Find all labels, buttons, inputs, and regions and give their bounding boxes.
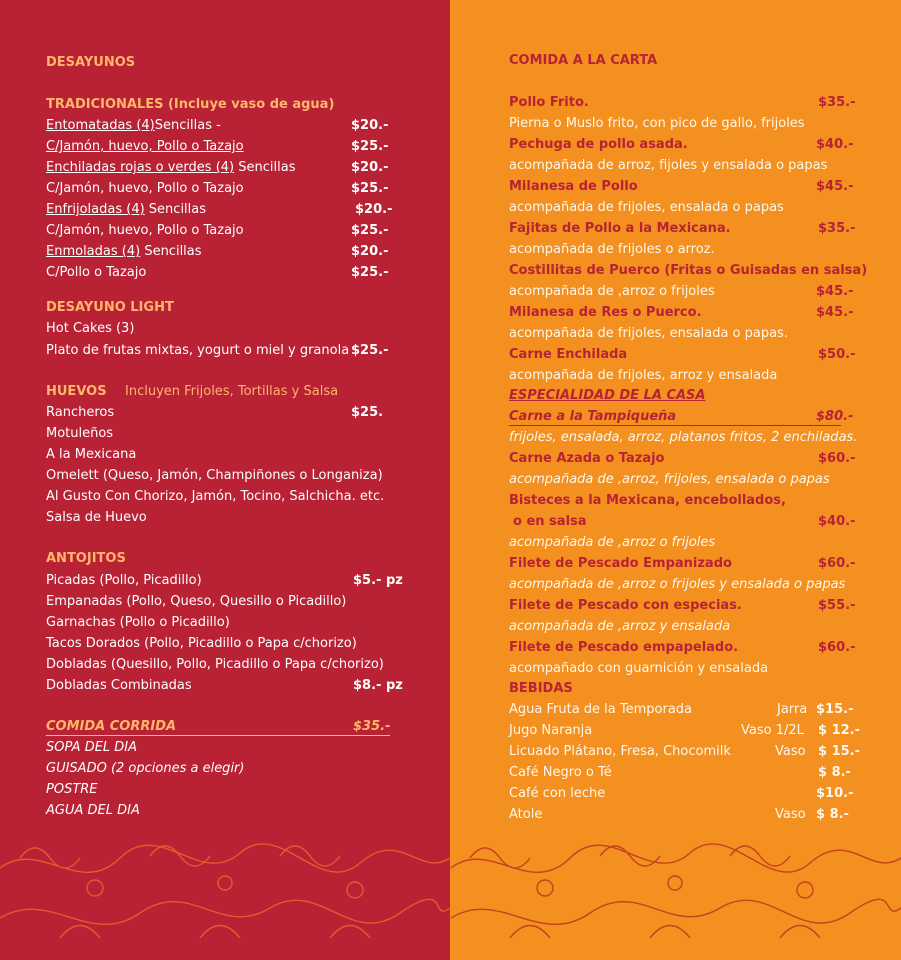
- menu-item-name: Carne a la Tampiqueña: [509, 409, 677, 424]
- menu-item-desc: acompañada de ,arroz o frijoles: [509, 284, 715, 299]
- drink-size: Jarra: [777, 702, 808, 717]
- menu-item-desc: acompañada de frijoles, arroz y ensalada: [509, 368, 778, 383]
- menu-item: Salsa de Huevo: [46, 510, 147, 525]
- huevos-note: Incluyen Frijoles, Tortillas y Salsa: [125, 384, 339, 399]
- menu-item-name: Filete de Pescado con especias.: [509, 598, 742, 613]
- menu-price: $5.- pz: [353, 573, 403, 588]
- menu-price: $25.-: [351, 139, 389, 154]
- menu-price: $20.-: [351, 160, 389, 175]
- drink-price: $15.-: [816, 702, 854, 717]
- menu-item: Rancheros: [46, 405, 115, 420]
- menu-item: Al Gusto Con Chorizo, Jamón, Tocino, Salchicha. etc.: [46, 489, 385, 504]
- menu-price: $25.-: [351, 223, 389, 238]
- menu-price: $60.-: [818, 556, 856, 571]
- menu-price: $35.-: [818, 221, 856, 236]
- drink-price: $ 12.-: [818, 723, 860, 738]
- drink-price: $ 8.-: [816, 807, 849, 822]
- menu-price: $45.-: [816, 179, 854, 194]
- drink-item: Atole: [509, 807, 543, 822]
- section-tradicionales: TRADICIONALES (Incluye vaso de agua): [46, 97, 335, 112]
- ornamental-border: [0, 828, 901, 960]
- drink-item: Agua Fruta de la Temporada: [509, 702, 693, 717]
- menu-item: Picadas (Pollo, Picadillo): [46, 573, 202, 588]
- menu-item: A la Mexicana: [46, 447, 137, 462]
- section-comida-corrida: COMIDA CORRIDA: [46, 719, 177, 734]
- menu-item: Plato de frutas mixtas, yogurt o miel y granola: [46, 343, 350, 358]
- drink-price: $ 8.-: [818, 765, 851, 780]
- menu-item: AGUA DEL DIA: [46, 803, 140, 818]
- section-desayunos: DESAYUNOS: [46, 55, 136, 70]
- menu-item: Dobladas Combinadas: [46, 678, 192, 693]
- drink-item: Café Negro o Té: [509, 765, 612, 780]
- menu-price: $40.-: [816, 137, 854, 152]
- menu-price: $60.-: [818, 640, 856, 655]
- menu-item-desc: acompañada de ,arroz o frijoles: [509, 535, 716, 550]
- menu-item-name: Carne Azada o Tazajo: [509, 451, 665, 466]
- drink-price: $10.-: [816, 786, 854, 801]
- menu-item-name: Milanesa de Res o Puerco.: [509, 305, 702, 320]
- menu-item-desc: acompañada de ,arroz o frijoles y ensalada o papas: [509, 577, 846, 592]
- menu-item: Entomatadas (4)Sencillas -: [46, 118, 221, 133]
- menu-price: $35.-: [818, 95, 856, 110]
- menu-item-desc: acompañada de frijoles, ensalada o papas: [509, 200, 784, 215]
- menu-item-desc: acompañada de ,arroz y ensalada: [509, 619, 731, 634]
- menu-item-desc: acompañada de frijoles o arroz.: [509, 242, 715, 257]
- menu-item: C/Jamón, huevo, Pollo o Tazajo: [46, 139, 244, 154]
- menu-item: Tacos Dorados (Pollo, Picadillo o Papa c/chorizo): [46, 636, 357, 651]
- menu-price: $20.-: [351, 118, 389, 133]
- menu-item: Enfrijoladas (4) Sencillas: [46, 202, 207, 217]
- section-huevos: HUEVOS: [46, 384, 107, 399]
- drink-item: Licuado Plátano, Fresa, Chocomilk: [509, 744, 731, 759]
- menu-item: GUISADO (2 opciones a elegir): [46, 761, 245, 776]
- menu-item: Enmoladas (4) Sencillas: [46, 244, 202, 259]
- menu-item-desc: acompañado con guarnición y ensalada: [509, 661, 769, 676]
- menu-item: Empanadas (Pollo, Queso, Quesillo o Picadillo): [46, 594, 347, 609]
- underline-divider: [46, 735, 390, 736]
- menu-item: Enchiladas rojas o verdes (4) Sencillas: [46, 160, 296, 175]
- menu-item-name: Filete de Pescado empapelado.: [509, 640, 739, 655]
- menu-item-desc: Pierna o Muslo frito, con pico de gallo, frijoles: [509, 116, 805, 131]
- section-comida-a-la-carta: COMIDA A LA CARTA: [509, 53, 658, 68]
- menu-price: $20.-: [355, 202, 393, 217]
- menu-price: $45.-: [816, 305, 854, 320]
- menu-price: $60.-: [818, 451, 856, 466]
- menu-item-name: Filete de Pescado Empanizado: [509, 556, 732, 571]
- left-panel: [0, 0, 450, 960]
- menu-item: SOPA DEL DIA: [46, 740, 138, 755]
- menu-item-desc: acompañada de ,arroz, frijoles, ensalada o papas: [509, 472, 830, 487]
- menu-price: $55.-: [818, 598, 856, 613]
- section-especialidad: ESPECIALIDAD DE LA CASA: [509, 388, 706, 403]
- menu-item: POSTRE: [46, 782, 98, 797]
- menu-price: $25.-: [351, 181, 389, 196]
- menu-item: C/Jamón, huevo, Pollo o Tazajo: [46, 223, 244, 238]
- menu-item-name: Milanesa de Pollo: [509, 179, 638, 194]
- menu-item-name: o en salsa: [513, 514, 587, 529]
- menu-item-name: Costillitas de Puerco (Fritas o Guisadas en salsa): [509, 263, 868, 278]
- menu-price: $8.- pz: [353, 678, 403, 693]
- menu-price: $50.-: [818, 347, 856, 362]
- menu-item: Garnachas (Pollo o Picadillo): [46, 615, 230, 630]
- menu-item-name: Fajitas de Pollo a la Mexicana.: [509, 221, 731, 236]
- drink-size: Vaso: [775, 744, 806, 759]
- menu-item-name: Pollo Frito.: [509, 95, 589, 110]
- drink-price: $ 15.-: [818, 744, 860, 759]
- menu-price: $20.-: [351, 244, 389, 259]
- menu-price: $80.-: [816, 409, 854, 424]
- menu-item: Hot Cakes (3): [46, 321, 135, 336]
- section-antojitos: ANTOJITOS: [46, 551, 126, 566]
- menu-item-desc: acompañada de arroz, fijoles y ensalada o papas: [509, 158, 828, 173]
- menu-price: $25.: [351, 405, 384, 420]
- menu-item: Omelett (Queso, Jamón, Champiñones o Longaniza): [46, 468, 383, 483]
- menu-item-name: Pechuga de pollo asada.: [509, 137, 688, 152]
- menu-item: C/Jamón, huevo, Pollo o Tazajo: [46, 181, 244, 196]
- menu-item: Dobladas (Quesillo, Pollo, Picadillo o Papa c/chorizo): [46, 657, 384, 672]
- drink-size: Vaso: [775, 807, 806, 822]
- menu-item-desc: acompañada de frijoles, ensalada o papas.: [509, 326, 788, 341]
- underline-divider: [509, 425, 841, 426]
- menu-price: $25.-: [351, 265, 389, 280]
- section-desayuno-light: DESAYUNO LIGHT: [46, 300, 174, 315]
- menu-price: $25.-: [351, 343, 389, 358]
- menu-item: Motuleños: [46, 426, 114, 441]
- drink-item: Café con leche: [509, 786, 606, 801]
- menu-item: C/Pollo o Tazajo: [46, 265, 147, 280]
- comida-corrida-price: $35.-: [353, 719, 391, 734]
- menu-price: $45.-: [816, 284, 854, 299]
- menu-price: $40.-: [818, 514, 856, 529]
- menu-item-name: Carne Enchilada: [509, 347, 628, 362]
- right-panel: [450, 0, 901, 960]
- drink-size: Vaso 1/2L: [741, 723, 804, 738]
- section-bebidas: BEBIDAS: [509, 681, 573, 696]
- menu-item-desc: frijoles, ensalada, arroz, platanos fritos, 2 enchiladas.: [509, 430, 858, 445]
- drink-item: Jugo Naranja: [509, 723, 593, 738]
- menu-item-name: Bisteces a la Mexicana, encebollados,: [509, 493, 786, 508]
